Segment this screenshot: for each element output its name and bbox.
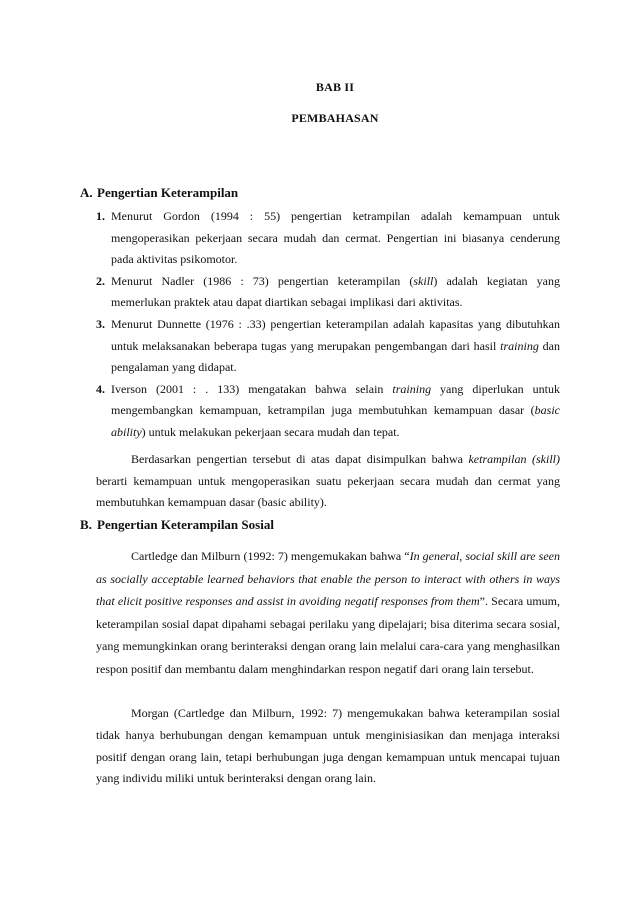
list-text: Menurut Gordon (1994 : 55) pengertian ketrampilan adalah kemampuan untuk mengoperasikan pekerjaan secara mudah dan cermat. Pengertian ini biasanya cenderung pada aktivitas psikomotor. [111, 209, 560, 267]
conclusion-post: berarti kemampuan untuk mengoperasikan suatu pekerjaan secara mudah dan cermat yang membutuhkan kemampuan dasar (basic ability). [96, 473, 560, 510]
list-item [96, 314, 560, 379]
conclusion-paragraph [96, 449, 560, 514]
paragraph-cartledge [96, 545, 560, 681]
list-item [96, 271, 560, 314]
chapter-title: BAB II [315, 80, 355, 94]
section-a-letter: A. [80, 185, 93, 200]
definition-list [96, 206, 560, 444]
list-text-italic: training [392, 381, 432, 396]
list-text-pre: Iverson (2001 : . 133) mengatakan bahwa selain [111, 381, 393, 396]
list-number: 2. [96, 273, 105, 288]
list-text-italic: skill [413, 273, 434, 288]
list-text-post: ) untuk melakukan pekerjaan secara mudah dan tepat. [141, 424, 400, 439]
section-b-letter: B. [80, 517, 92, 532]
list-text-mid: yang diperlukan untuk mengembangkan kemampuan, ketrampilan juga membutuhkan kemampuan dasar ( [111, 381, 560, 418]
paragraph-post: ”. Secara umum, keterampilan sosial dapat dipahami sebagai perilaku yang dipelajari; bisa diterima secara sosial, yang memungkinkan orang berinteraksi dengan orang lain melalui cara-cara yang menghasilkan respon positif dan membantu dalam menghindarkan respon negatif dari orang lain tersebut. [96, 594, 561, 676]
conclusion-italic: ketrampilan (skill) [468, 452, 560, 466]
section-b-heading [80, 517, 560, 533]
paragraph-pre: Cartledge dan Milburn (1992: 7) mengemukakan bahwa “ [131, 549, 410, 563]
paragraph-morgan: Morgan (Cartledge dan Milburn, 1992: 7) mengemukakan bahwa keterampilan sosial tidak hanya berhubungan dengan kemampuan untuk menginisiasikan dan menjaga interaksi positif dengan orang lain, tetapi berhubungan juga dengan kemampuan untuk mencapai tujuan yang individu miliki untuk berinteraksi dengan orang lain. [96, 706, 560, 786]
list-text-post: dan pengalaman yang didapat. [111, 338, 561, 375]
list-text-italic-2: basic ability [111, 403, 560, 439]
paragraph-quote: In general, social skill are seen as socially acceptable learned behaviors that enable the person to interact with others in ways that elicit positive responses and assist in avoiding negatif responses from them [96, 549, 560, 609]
list-text-pre: Menurut Nadler (1986 : 73) pengertian keterampilan ( [111, 273, 414, 288]
list-text-post: ) adalah kegiatan yang memerlukan praktek atau dapat diartikan sebagai implikasi dari aktivitas. [111, 273, 560, 310]
chapter-subtitle: PEMBAHASAN [291, 111, 379, 125]
conclusion-pre: Berdasarkan pengertian tersebut di atas dapat disimpulkan bahwa [131, 452, 469, 466]
section-b-title: Pengertian Keterampilan Sosial [97, 517, 274, 532]
list-number: 4. [96, 381, 105, 396]
section-a-title: Pengertian Keterampilan [97, 185, 239, 200]
list-item [96, 379, 560, 444]
list-text-pre: Menurut Dunnette (1976 : .33) pengertian keterampilan adalah kapasitas yang dibutuhkan untuk melaksanakan beberapa tugas yang merupakan pengembangan dari hasil [111, 316, 560, 353]
list-text-italic: training [500, 338, 539, 353]
list-number: 3. [96, 316, 105, 331]
list-number: 1. [96, 209, 105, 223]
list-item [96, 206, 560, 271]
section-a-heading [80, 185, 560, 201]
